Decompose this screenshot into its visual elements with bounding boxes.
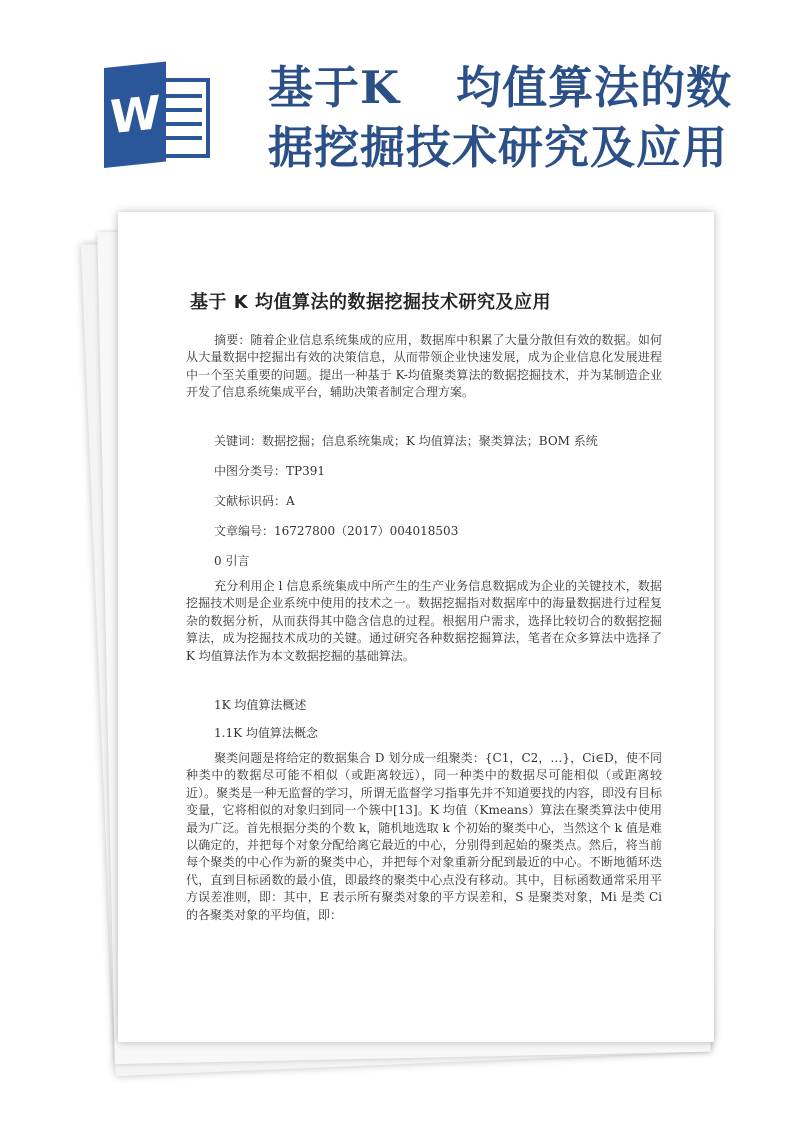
- word-document-icon: [104, 68, 216, 168]
- concept-paragraph: [186, 750, 662, 924]
- article-number-line: 文章编号：16727800（2017）004018503: [214, 524, 459, 538]
- header-title-line-1: [268, 58, 788, 118]
- keywords-line: 关键词：数据挖掘；信息系统集成；K 均值算法；聚类算法；BOM 系统: [214, 434, 598, 448]
- concept-text: 聚类问题是将给定的数据集合 D 划分成一组聚类：{C1，C2，…}，Ci∈D，使不同种类中的数据尽可能不相似（或距离较远），同一种类中的数据尽可能相似（或距离较近）。聚类是一种无监督的学习，所谓无监督学习指事先并不知道要找的内容，即没有目标变量，它将相似的对象归到同一个簇中[13]。K 均值（Kmeans）算法在聚类算法中使用最为广泛。首先根据分类的个数 k，随机地选取 k 个初始的聚类中心，当然这个 k 值是难以确定的，并把每个对象分配给离它最近的中心，分别得到起始的聚类点。然后，将当前每个聚类的中心作为新的聚类中心，并把每个对象重新分配到最近的中心。不断地循环迭代，直到目标函数的最小值，即最终的聚类中心点没有移动。其中，目标函数通常采用平方误差准则，即：其中，E 表示所有聚类对象的平方误差和，S 是聚类对象，Mi 是类 Ci 的各聚类对象的平均值，即：: [186, 751, 662, 922]
- intro-text: 充分利用企 l 信息系统集成中所产生的生产业务信息数据成为企业的关键技术，数据挖掘技术则是企业系统中使用的技术之一。数据挖掘指对数据库中的海量数据进行过程复杂的数据分析，从而获得其中隐含信息的过程。根据用户需求，选择比较切合的数据挖掘算法，成为挖掘技术成功的关键。通过研究各种数据挖掘算法，笔者在众多算法中选择了 K 均值算法作为本文数据挖掘的基础算法。: [186, 579, 662, 663]
- abstract-text: 摘要：随着企业信息系统集成的应用，数据库中积累了大量分散但有效的数据。如何从大量数据中挖掘出有效的决策信息，从而带领企业快速发展，成为企业信息化发展进程中一个至关重要的问题。提出一种基于 K-均值聚类算法的数据挖掘技术，并为某制造企业开发了信息系统集成平台，辅助决策者制定合理方案。: [186, 333, 662, 400]
- word-icon-line: [164, 94, 202, 98]
- header-title-part-b: 均值算法的数: [456, 61, 733, 114]
- document-code-line: 文献标识码：A: [214, 494, 295, 508]
- word-icon-line: [164, 108, 202, 112]
- section-heading-1: 1K 均值算法概述: [214, 698, 307, 712]
- header-title-line-2: 据挖掘技术研究及应用: [268, 121, 729, 174]
- word-icon-letter: W: [104, 61, 166, 168]
- intro-paragraph: [186, 578, 662, 665]
- header-title-part-a: 基于K: [268, 61, 401, 114]
- section-heading-1-1: 1.1K 均值算法概念: [214, 726, 318, 740]
- header-banner: [0, 0, 800, 200]
- header-title: [268, 58, 788, 178]
- document-title: 基于 K 均值算法的数据挖掘技术研究及应用: [190, 292, 551, 313]
- word-icon-line: [164, 122, 202, 126]
- abstract-paragraph: [186, 332, 662, 402]
- classification-line: 中图分类号：TP391: [214, 464, 325, 478]
- section-heading-intro: 0 引言: [214, 554, 250, 568]
- word-icon-line: [164, 136, 202, 140]
- document-page: [118, 212, 714, 1042]
